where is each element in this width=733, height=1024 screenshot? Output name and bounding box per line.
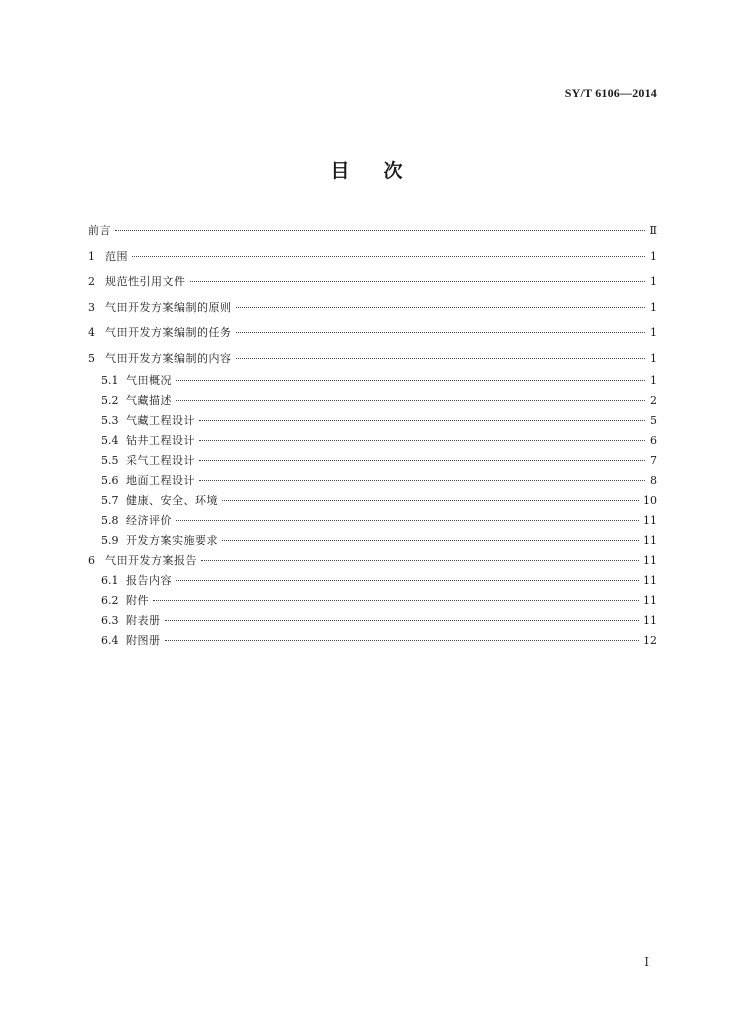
toc-entry-5-8[interactable]	[88, 511, 657, 531]
toc-label: 附表册	[126, 614, 161, 627]
dot-leader	[199, 420, 645, 421]
toc-page: 2	[650, 394, 657, 407]
toc-entry-3[interactable]	[88, 295, 657, 321]
toc-label: 前言	[88, 224, 111, 237]
toc-label: 地面工程设计	[126, 474, 195, 487]
toc-number: 5.8	[101, 514, 119, 527]
toc-number: 6.3	[101, 614, 119, 627]
toc-entry-6[interactable]	[88, 551, 657, 571]
toc-entry-5-6[interactable]	[88, 471, 657, 491]
toc-page: 11	[643, 594, 657, 607]
toc-number: 5.7	[101, 494, 119, 507]
toc-entry-6-2[interactable]	[88, 591, 657, 611]
toc-label: 气藏工程设计	[126, 414, 195, 427]
dot-leader	[176, 380, 645, 381]
toc-label: 附件	[126, 594, 149, 607]
dot-leader	[176, 580, 639, 581]
dot-leader	[176, 400, 645, 401]
toc-page: 1	[650, 275, 657, 288]
toc-label: 经济评价	[126, 514, 172, 527]
toc-number: 5	[88, 351, 95, 365]
toc-number: 5.9	[101, 534, 119, 547]
dot-leader	[153, 600, 639, 601]
toc-entry-2[interactable]	[88, 269, 657, 295]
toc-entry-4[interactable]	[88, 320, 657, 346]
toc-page: 11	[643, 554, 657, 567]
toc-entry-5-2[interactable]	[88, 391, 657, 411]
toc-number: 5.4	[101, 434, 119, 447]
toc-label: 气田开发方案编制的任务	[105, 326, 232, 339]
toc-number: 5.5	[101, 454, 119, 467]
toc-label: 气藏描述	[126, 394, 172, 407]
dot-leader	[236, 307, 646, 308]
toc-page: 11	[643, 614, 657, 627]
dot-leader	[199, 440, 645, 441]
toc-number: 5.2	[101, 394, 119, 407]
toc-number: 6	[88, 554, 95, 567]
toc-entry-5-1[interactable]	[88, 371, 657, 391]
dot-leader	[236, 358, 646, 359]
toc-entry-5-5[interactable]	[88, 451, 657, 471]
dot-leader	[176, 520, 639, 521]
toc-label: 钻井工程设计	[126, 434, 195, 447]
toc-number: 6.2	[101, 594, 119, 607]
toc-page: 10	[643, 494, 657, 507]
toc-number: 2	[88, 275, 95, 288]
toc-label: 气田开发方案编制的内容	[105, 351, 232, 365]
toc-number: 5.1	[101, 374, 119, 387]
toc-label: 健康、安全、环境	[126, 494, 218, 507]
toc-entry-5[interactable]	[88, 346, 657, 372]
toc-number: 1	[88, 249, 95, 263]
toc-entry-foreword[interactable]	[88, 218, 657, 244]
dot-leader	[165, 620, 640, 621]
toc-page: 11	[643, 574, 657, 587]
toc-entry-5-9[interactable]	[88, 531, 657, 551]
toc-number: 5.3	[101, 414, 119, 427]
dot-leader	[201, 560, 639, 561]
dot-leader	[199, 480, 645, 481]
toc-label: 规范性引用文件	[105, 275, 186, 288]
toc-number: 4	[88, 326, 95, 339]
toc-page: 12	[643, 634, 657, 647]
standard-code: SY/T 6106—2014	[564, 86, 657, 100]
toc-label: 开发方案实施要求	[126, 534, 218, 547]
toc-label: 气田开发方案编制的原则	[105, 300, 232, 314]
dot-leader	[132, 256, 645, 257]
toc-number: 3	[88, 300, 95, 314]
toc-page: 7	[650, 454, 657, 467]
toc-label: 报告内容	[126, 574, 172, 587]
dot-leader	[222, 540, 639, 541]
toc-entry-1[interactable]	[88, 244, 657, 270]
toc-entry-6-3[interactable]	[88, 611, 657, 631]
dot-leader	[222, 500, 639, 501]
toc-page: 1	[650, 351, 657, 365]
toc-entry-6-1[interactable]	[88, 571, 657, 591]
toc-number: 5.6	[101, 474, 119, 487]
toc-page: 1	[650, 374, 657, 387]
toc-page: 8	[650, 474, 657, 487]
toc-page: 6	[650, 434, 657, 447]
toc-label: 气田概况	[126, 374, 172, 387]
table-of-contents	[88, 218, 657, 651]
dot-leader	[236, 332, 646, 333]
page-title: 目次	[330, 160, 437, 182]
toc-page: 5	[650, 414, 657, 427]
toc-page: Ⅱ	[649, 224, 657, 237]
footer-page-number: Ⅰ	[644, 955, 649, 969]
toc-entry-6-4[interactable]	[88, 631, 657, 651]
toc-number: 6.4	[101, 634, 119, 647]
dot-leader	[165, 640, 640, 641]
toc-page: 1	[650, 326, 657, 339]
toc-label: 采气工程设计	[126, 454, 195, 467]
toc-label: 气田开发方案报告	[105, 554, 197, 567]
toc-label: 附图册	[126, 634, 161, 647]
dot-leader	[190, 281, 646, 282]
toc-entry-5-7[interactable]	[88, 491, 657, 511]
toc-entry-5-4[interactable]	[88, 431, 657, 451]
toc-page: 11	[643, 534, 657, 547]
dot-leader	[199, 460, 645, 461]
toc-page: 1	[650, 249, 657, 263]
toc-label: 范围	[105, 249, 128, 263]
toc-page: 11	[643, 514, 657, 527]
toc-page: 1	[650, 300, 657, 314]
toc-entry-5-3[interactable]	[88, 411, 657, 431]
toc-number: 6.1	[101, 574, 119, 587]
dot-leader	[115, 230, 645, 231]
